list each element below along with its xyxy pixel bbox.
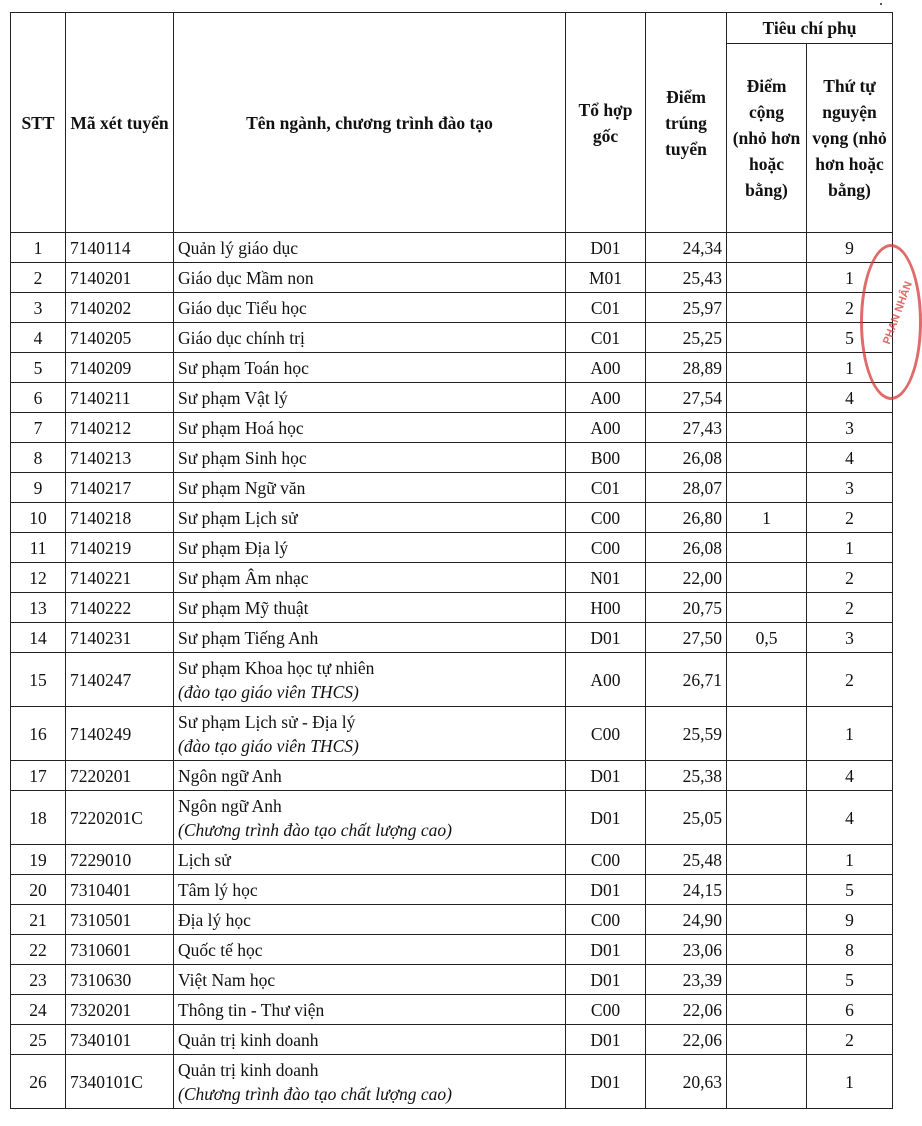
cell-combo: H00	[566, 593, 646, 623]
header-code: Mã xét tuyển	[66, 13, 174, 233]
cell-combo: A00	[566, 653, 646, 707]
cell-score: 25,05	[646, 791, 727, 845]
cell-score: 26,08	[646, 443, 727, 473]
cell-bonus	[727, 707, 807, 761]
cell-score: 25,59	[646, 707, 727, 761]
cell-code: 7140221	[66, 563, 174, 593]
cell-priority: 2	[807, 293, 893, 323]
cell-priority: 2	[807, 563, 893, 593]
cell-score: 28,89	[646, 353, 727, 383]
cell-program-name	[174, 353, 566, 383]
cell-score: 25,97	[646, 293, 727, 323]
table-row	[11, 413, 893, 443]
cell-code: 7140219	[66, 533, 174, 563]
table-row	[11, 353, 893, 383]
header-combo: Tổ hợp gốc	[566, 13, 646, 233]
cell-program-name	[174, 593, 566, 623]
cell-bonus	[727, 1025, 807, 1055]
admission-score-table	[10, 12, 893, 1109]
cell-score: 25,38	[646, 761, 727, 791]
cell-combo: D01	[566, 935, 646, 965]
cell-priority: 4	[807, 791, 893, 845]
cell-code: 7340101C	[66, 1055, 174, 1109]
cell-stt: 7	[11, 413, 66, 443]
program-name: Quản lý giáo dục	[178, 237, 299, 258]
cell-bonus	[727, 443, 807, 473]
cell-program-name	[174, 935, 566, 965]
cell-bonus	[727, 383, 807, 413]
cell-stt: 20	[11, 875, 66, 905]
cell-program-name	[174, 845, 566, 875]
table-row	[11, 563, 893, 593]
cell-priority: 4	[807, 761, 893, 791]
table-row	[11, 905, 893, 935]
cell-program-name	[174, 965, 566, 995]
cell-program-name	[174, 263, 566, 293]
cell-bonus	[727, 995, 807, 1025]
program-name: Sư phạm Hoá học	[178, 417, 304, 438]
table-row	[11, 965, 893, 995]
cell-code: 7140209	[66, 353, 174, 383]
cell-program-name	[174, 995, 566, 1025]
cell-bonus	[727, 1055, 807, 1109]
table-header	[11, 13, 893, 233]
program-name: Lịch sử	[178, 849, 231, 870]
cell-code: 7310501	[66, 905, 174, 935]
cell-stt: 11	[11, 533, 66, 563]
program-name: Tâm lý học	[178, 879, 258, 900]
cell-stt: 3	[11, 293, 66, 323]
cell-program-name	[174, 473, 566, 503]
cell-priority: 3	[807, 623, 893, 653]
cell-bonus	[727, 533, 807, 563]
cell-program-name	[174, 1055, 566, 1109]
cell-code: 7140202	[66, 293, 174, 323]
cell-priority: 1	[807, 707, 893, 761]
cell-score: 22,00	[646, 563, 727, 593]
cell-priority: 5	[807, 965, 893, 995]
cell-combo: C01	[566, 473, 646, 503]
cell-stt: 18	[11, 791, 66, 845]
cell-score: 26,80	[646, 503, 727, 533]
table-row	[11, 233, 893, 263]
program-name: Việt Nam học	[178, 969, 276, 990]
cell-bonus	[727, 413, 807, 443]
program-name: Sư phạm Vật lý	[178, 387, 288, 408]
cell-code: 7140217	[66, 473, 174, 503]
program-name: Sư phạm Lịch sử	[178, 507, 298, 528]
cell-score: 25,25	[646, 323, 727, 353]
header-bonus: Điểm cộng (nhỏ hơn hoặc bằng)	[727, 44, 807, 233]
table-body	[11, 233, 893, 1109]
table-row	[11, 653, 893, 707]
cell-stt: 14	[11, 623, 66, 653]
cell-combo: D01	[566, 1025, 646, 1055]
cell-code: 7320201	[66, 995, 174, 1025]
cell-priority: 5	[807, 875, 893, 905]
header-name: Tên ngành, chương trình đào tạo	[174, 13, 566, 233]
cell-code: 7140211	[66, 383, 174, 413]
cell-priority: 1	[807, 263, 893, 293]
program-name: Ngôn ngữ Anh	[178, 795, 282, 816]
cell-bonus	[727, 293, 807, 323]
cell-code: 7140212	[66, 413, 174, 443]
table-row	[11, 875, 893, 905]
cell-stt: 9	[11, 473, 66, 503]
cell-program-name	[174, 707, 566, 761]
cell-program-name	[174, 761, 566, 791]
program-name: Sư phạm Địa lý	[178, 537, 289, 558]
cell-stt: 10	[11, 503, 66, 533]
cell-program-name	[174, 623, 566, 653]
cell-bonus	[727, 875, 807, 905]
cell-code: 7229010	[66, 845, 174, 875]
program-name: Quốc tế học	[178, 939, 263, 960]
cell-bonus: 1	[727, 503, 807, 533]
cell-score: 27,43	[646, 413, 727, 443]
table-row	[11, 761, 893, 791]
cell-priority: 1	[807, 533, 893, 563]
cell-score: 25,48	[646, 845, 727, 875]
cell-combo: A00	[566, 353, 646, 383]
cell-program-name	[174, 443, 566, 473]
cell-score: 24,90	[646, 905, 727, 935]
program-name: Ngôn ngữ Anh	[178, 765, 282, 786]
header-sub-criteria: Tiêu chí phụ	[727, 13, 893, 44]
program-note: (đào tạo giáo viên THCS)	[178, 735, 359, 756]
cell-stt: 23	[11, 965, 66, 995]
cell-priority: 2	[807, 653, 893, 707]
cell-bonus	[727, 905, 807, 935]
cell-priority: 1	[807, 845, 893, 875]
cell-bonus	[727, 473, 807, 503]
program-name: Giáo dục Tiểu học	[178, 297, 307, 318]
cell-bonus	[727, 653, 807, 707]
cell-stt: 16	[11, 707, 66, 761]
header-priority: Thứ tự nguyện vọng (nhỏ hơn hoặc bằng)	[807, 44, 893, 233]
header-score: Điểm trúng tuyển	[646, 13, 727, 233]
cell-program-name	[174, 875, 566, 905]
cell-bonus	[727, 353, 807, 383]
program-note: (Chương trình đào tạo chất lượng cao)	[178, 1083, 453, 1104]
cell-code: 7310630	[66, 965, 174, 995]
cell-score: 26,71	[646, 653, 727, 707]
cell-bonus	[727, 233, 807, 263]
cell-stt: 19	[11, 845, 66, 875]
program-name: Quản trị kinh doanh	[178, 1059, 319, 1080]
program-name: Sư phạm Lịch sử - Địa lý	[178, 711, 356, 732]
cell-program-name	[174, 905, 566, 935]
cell-code: 7220201C	[66, 791, 174, 845]
table-row	[11, 1055, 893, 1109]
cell-code: 7140247	[66, 653, 174, 707]
cell-score: 27,54	[646, 383, 727, 413]
cell-priority: 2	[807, 1025, 893, 1055]
cell-stt: 24	[11, 995, 66, 1025]
program-name: Thông tin - Thư viện	[178, 999, 325, 1020]
table-row	[11, 845, 893, 875]
cell-priority: 9	[807, 905, 893, 935]
cell-program-name	[174, 413, 566, 443]
table-row	[11, 623, 893, 653]
cell-combo: D01	[566, 965, 646, 995]
cell-bonus	[727, 593, 807, 623]
table-row	[11, 935, 893, 965]
cell-bonus	[727, 263, 807, 293]
header-stt: STT	[11, 13, 66, 233]
program-name: Quản trị kinh doanh	[178, 1029, 319, 1050]
table-row	[11, 533, 893, 563]
program-name: Sư phạm Khoa học tự nhiên	[178, 657, 375, 678]
table-row	[11, 323, 893, 353]
table-row	[11, 443, 893, 473]
cell-code: 7140218	[66, 503, 174, 533]
table-row	[11, 473, 893, 503]
cell-stt: 25	[11, 1025, 66, 1055]
cell-code: 7310601	[66, 935, 174, 965]
cell-code: 7140222	[66, 593, 174, 623]
cell-bonus	[727, 845, 807, 875]
cell-priority: 1	[807, 1055, 893, 1109]
program-name: Sư phạm Toán học	[178, 357, 309, 378]
cell-combo: C00	[566, 707, 646, 761]
cell-program-name	[174, 293, 566, 323]
cell-stt: 5	[11, 353, 66, 383]
cell-priority: 3	[807, 413, 893, 443]
cell-code: 7310401	[66, 875, 174, 905]
cell-score: 22,06	[646, 995, 727, 1025]
cell-combo: M01	[566, 263, 646, 293]
cell-priority: 6	[807, 995, 893, 1025]
cell-program-name	[174, 563, 566, 593]
cell-bonus	[727, 563, 807, 593]
cell-combo: C00	[566, 905, 646, 935]
cell-code: 7140213	[66, 443, 174, 473]
cell-program-name	[174, 1025, 566, 1055]
cell-stt: 17	[11, 761, 66, 791]
cell-combo: B00	[566, 443, 646, 473]
cell-score: 23,39	[646, 965, 727, 995]
cell-bonus	[727, 761, 807, 791]
cell-stt: 21	[11, 905, 66, 935]
cell-program-name	[174, 503, 566, 533]
table-row	[11, 707, 893, 761]
table-row	[11, 995, 893, 1025]
cell-priority: 5	[807, 323, 893, 353]
cell-combo: A00	[566, 413, 646, 443]
cell-stt: 1	[11, 233, 66, 263]
table-row	[11, 263, 893, 293]
cell-program-name	[174, 383, 566, 413]
cell-priority: 8	[807, 935, 893, 965]
cell-combo: D01	[566, 761, 646, 791]
cell-combo: C01	[566, 293, 646, 323]
cell-code: 7220201	[66, 761, 174, 791]
table-row	[11, 293, 893, 323]
cell-stt: 2	[11, 263, 66, 293]
cell-priority: 3	[807, 473, 893, 503]
cell-combo: A00	[566, 383, 646, 413]
cell-priority: 2	[807, 503, 893, 533]
cell-code: 7340101	[66, 1025, 174, 1055]
cell-score: 20,75	[646, 593, 727, 623]
cell-score: 24,34	[646, 233, 727, 263]
cell-stt: 26	[11, 1055, 66, 1109]
program-note: (Chương trình đào tạo chất lượng cao)	[178, 819, 453, 840]
cell-combo: C00	[566, 845, 646, 875]
cell-stt: 15	[11, 653, 66, 707]
cell-program-name	[174, 233, 566, 263]
table-row	[11, 1025, 893, 1055]
cell-combo: D01	[566, 623, 646, 653]
cell-code: 7140249	[66, 707, 174, 761]
cell-combo: D01	[566, 875, 646, 905]
cell-combo: C01	[566, 323, 646, 353]
cell-score: 24,15	[646, 875, 727, 905]
program-name: Sư phạm Sinh học	[178, 447, 307, 468]
program-name: Sư phạm Ngữ văn	[178, 477, 306, 498]
cell-stt: 4	[11, 323, 66, 353]
red-seal-stamp: PHAN NHÂN	[860, 244, 922, 400]
cell-priority: 4	[807, 443, 893, 473]
cell-stt: 8	[11, 443, 66, 473]
cell-combo: C00	[566, 503, 646, 533]
cell-bonus	[727, 323, 807, 353]
program-name: Sư phạm Mỹ thuật	[178, 597, 309, 618]
cell-code: 7140205	[66, 323, 174, 353]
program-name: Sư phạm Tiếng Anh	[178, 627, 319, 648]
cell-bonus	[727, 935, 807, 965]
cell-priority: 2	[807, 593, 893, 623]
table-row	[11, 383, 893, 413]
cell-combo: C00	[566, 533, 646, 563]
cell-combo: N01	[566, 563, 646, 593]
cell-score: 26,08	[646, 533, 727, 563]
cell-code: 7140114	[66, 233, 174, 263]
table-row	[11, 503, 893, 533]
cell-stt: 6	[11, 383, 66, 413]
cell-bonus	[727, 965, 807, 995]
cell-program-name	[174, 653, 566, 707]
cell-program-name	[174, 323, 566, 353]
cell-stt: 22	[11, 935, 66, 965]
program-name: Địa lý học	[178, 909, 251, 930]
cell-stt: 13	[11, 593, 66, 623]
cell-score: 23,06	[646, 935, 727, 965]
cell-bonus	[727, 791, 807, 845]
program-name: Giáo dục Mầm non	[178, 267, 314, 288]
cell-stt: 12	[11, 563, 66, 593]
speck	[880, 3, 882, 5]
program-name: Sư phạm Âm nhạc	[178, 567, 309, 588]
cell-priority: 4	[807, 383, 893, 413]
cell-bonus: 0,5	[727, 623, 807, 653]
cell-code: 7140231	[66, 623, 174, 653]
cell-combo: D01	[566, 791, 646, 845]
cell-combo: D01	[566, 233, 646, 263]
cell-program-name	[174, 791, 566, 845]
cell-score: 27,50	[646, 623, 727, 653]
cell-score: 25,43	[646, 263, 727, 293]
cell-code: 7140201	[66, 263, 174, 293]
cell-score: 20,63	[646, 1055, 727, 1109]
program-name: Giáo dục chính trị	[178, 327, 305, 348]
cell-priority: 1	[807, 353, 893, 383]
cell-combo: C00	[566, 995, 646, 1025]
cell-score: 28,07	[646, 473, 727, 503]
table-row	[11, 791, 893, 845]
cell-program-name	[174, 533, 566, 563]
cell-priority: 9	[807, 233, 893, 263]
program-note: (đào tạo giáo viên THCS)	[178, 681, 359, 702]
table-row	[11, 593, 893, 623]
cell-score: 22,06	[646, 1025, 727, 1055]
cell-combo: D01	[566, 1055, 646, 1109]
